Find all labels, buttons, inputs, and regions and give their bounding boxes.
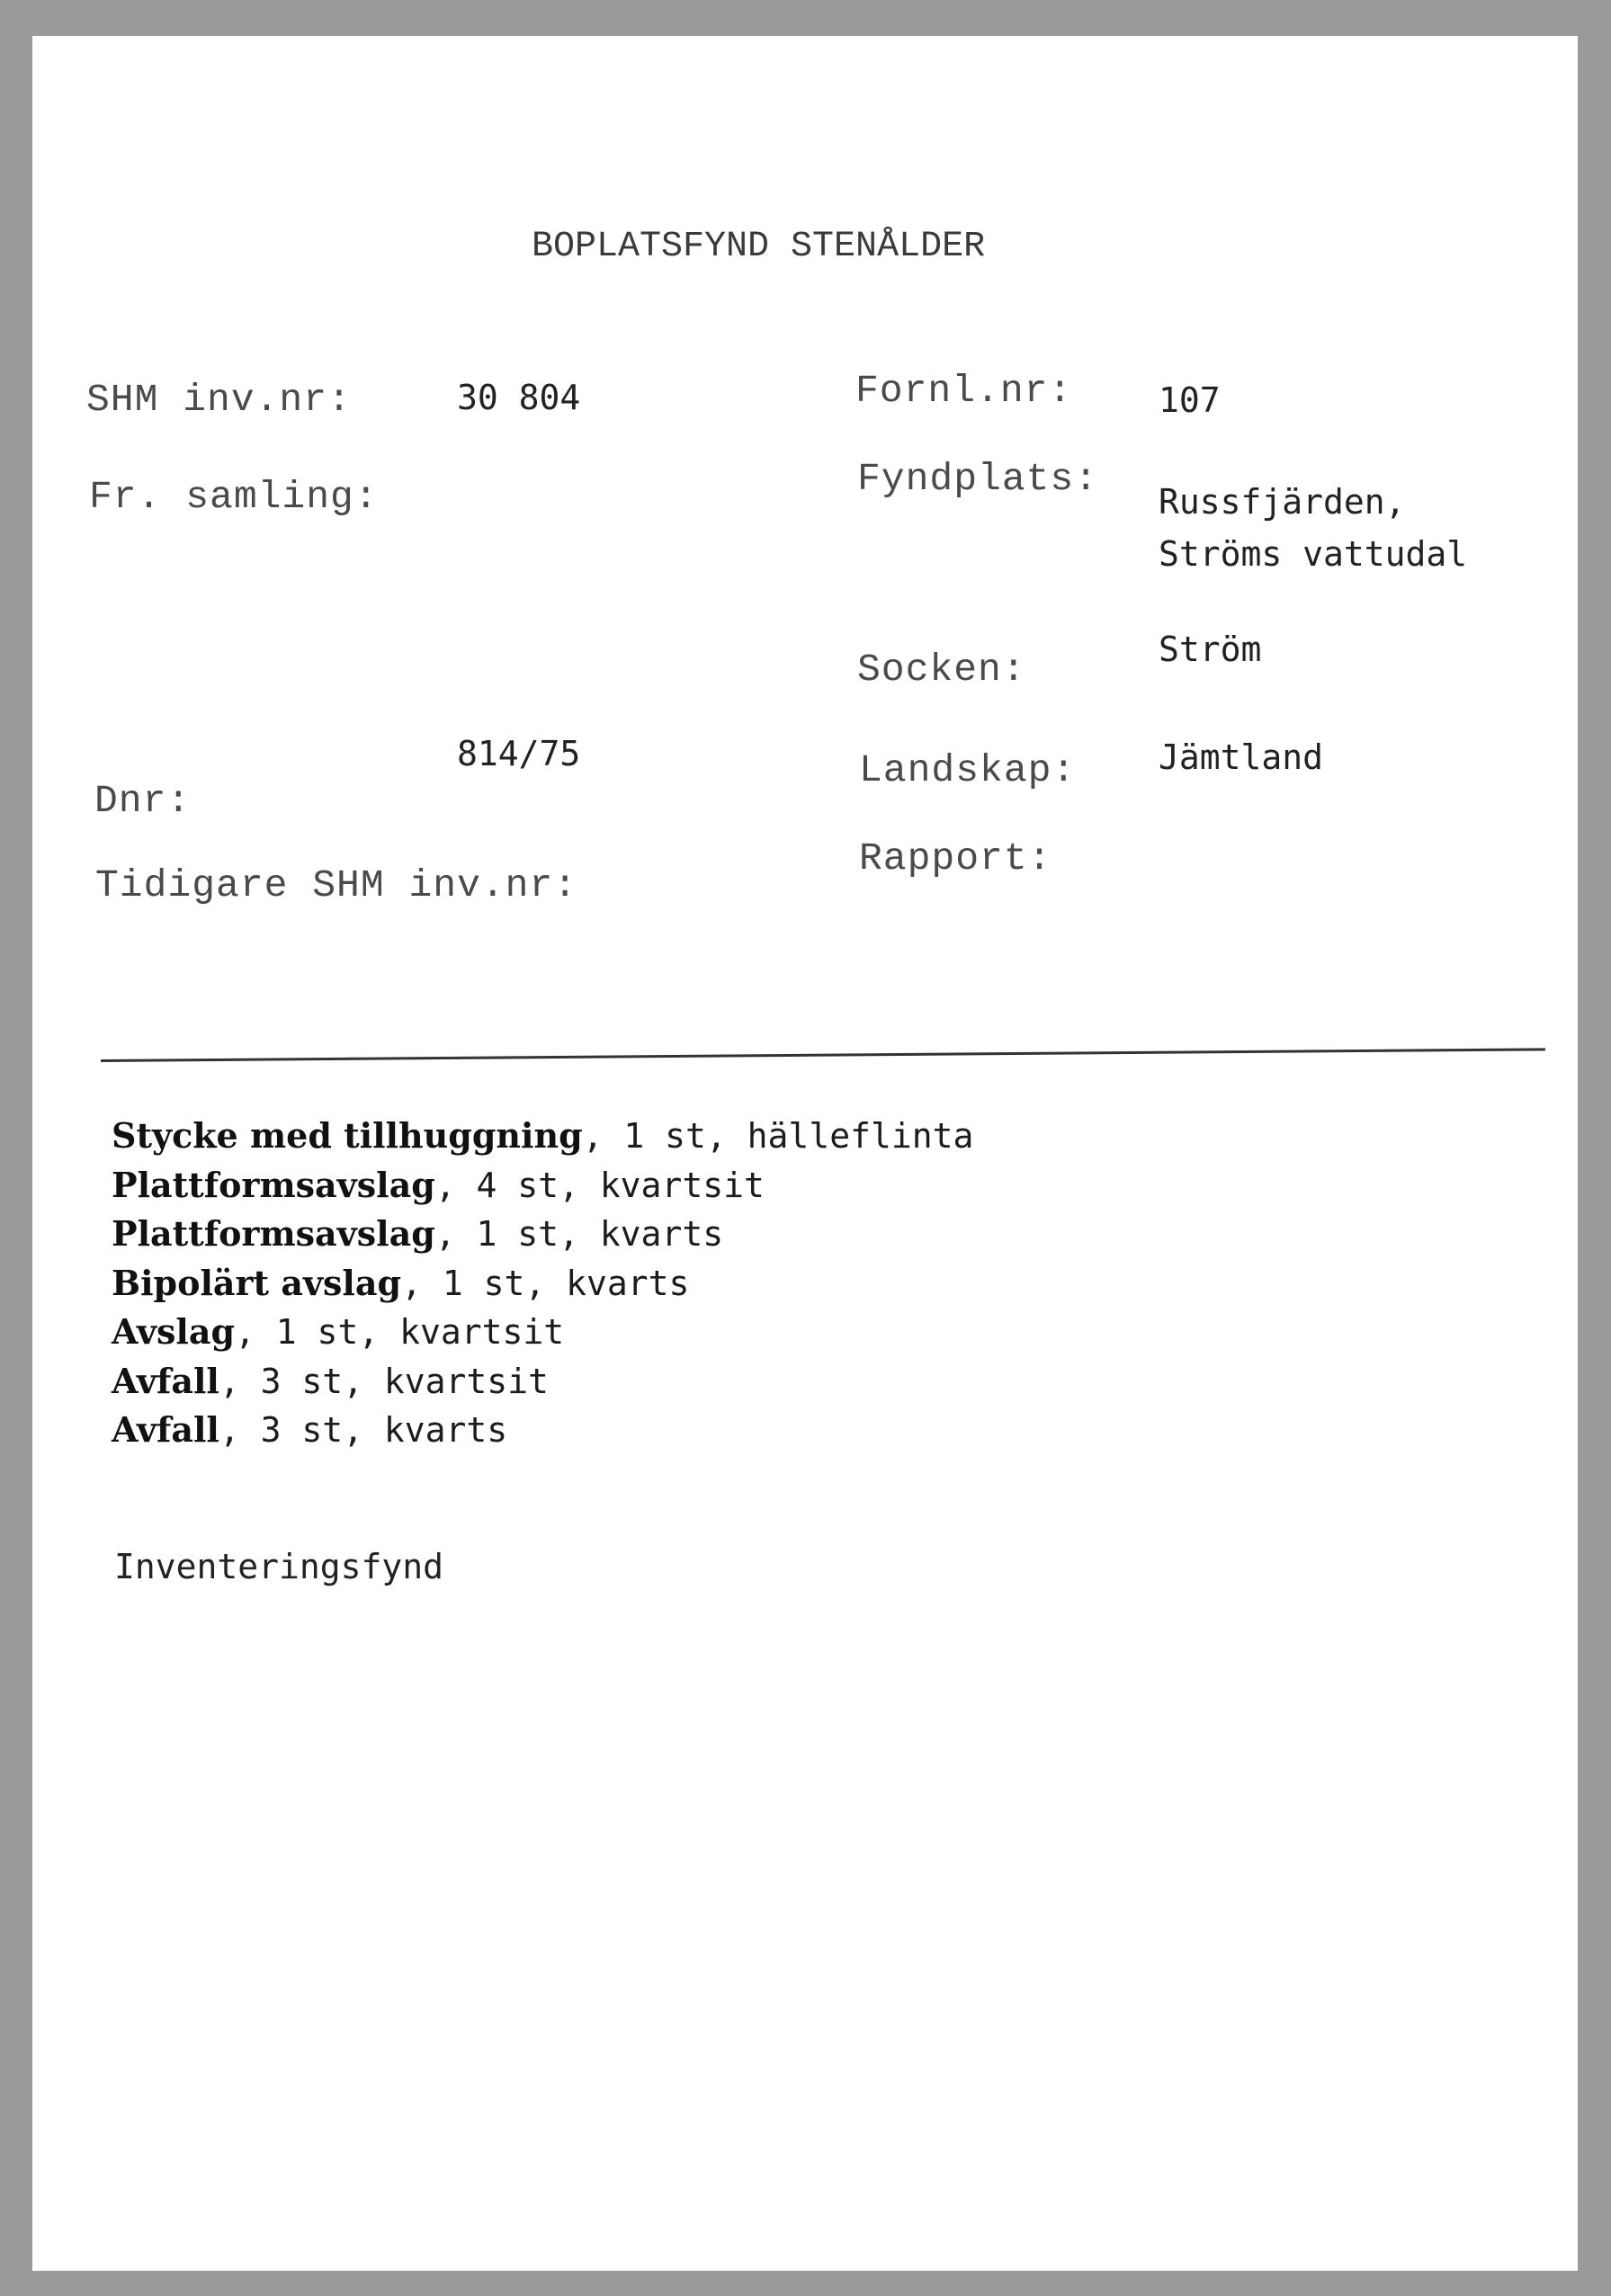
fyndplats-value-line2: Ströms vattudal [1159,534,1468,574]
item-details: , 1 st, kvartsit [235,1312,565,1352]
landskap-label: Landskap: [859,748,1077,792]
rapport-label: Rapport: [859,836,1052,880]
dnr-value: 814/75 [457,734,581,773]
list-item [112,1113,973,1163]
fornl-nr-value: 107 [1159,380,1221,420]
socken-value: Ström [1159,630,1262,669]
divider-line [101,1048,1545,1062]
list-item [112,1211,973,1261]
item-name: Bipolärt avslag [112,1262,402,1303]
list-item [112,1163,973,1212]
item-name: Avfall [112,1360,219,1401]
item-name: Plattformsavslag [112,1213,435,1254]
fyndplats-value-line1: Russfjärden, [1159,482,1406,522]
dnr-label: Dnr: [94,779,192,823]
item-details: , 3 st, kvartsit [219,1361,549,1401]
list-item [112,1359,973,1408]
item-name: Plattformsavslag [112,1164,435,1205]
item-details: , 3 st, kvarts [219,1410,508,1450]
shm-inv-nr-label: SHM inv.nr: [86,378,352,422]
item-details: , 1 st, hälleflinta [582,1116,974,1156]
fr-samling-label: Fr. samling: [89,475,379,519]
item-details: , 1 st, kvarts [434,1214,724,1254]
find-items-list [112,1113,973,1457]
item-name: Avslag [112,1311,236,1352]
shm-inv-nr-value: 30 804 [457,378,581,417]
tidigare-shm-label: Tidigare SHM inv.nr: [95,863,578,907]
item-details: , 4 st, kvartsit [434,1165,765,1205]
item-name: Avfall [112,1409,219,1450]
fyndplats-label: Fyndplats: [857,457,1099,501]
index-card [32,36,1578,2271]
landskap-value: Jämtland [1159,737,1324,777]
socken-label: Socken: [857,648,1026,692]
item-name: Stycke med tillhuggning [112,1115,583,1156]
fornl-nr-label: Fornl.nr: [855,369,1073,413]
list-item [112,1309,973,1359]
list-item [112,1261,973,1310]
item-details: , 1 st, kvarts [401,1263,690,1303]
card-title: BOPLATSFYND STENÅLDER [532,227,986,267]
list-item [112,1407,973,1457]
find-note: Inventeringsfynd [114,1547,444,1586]
